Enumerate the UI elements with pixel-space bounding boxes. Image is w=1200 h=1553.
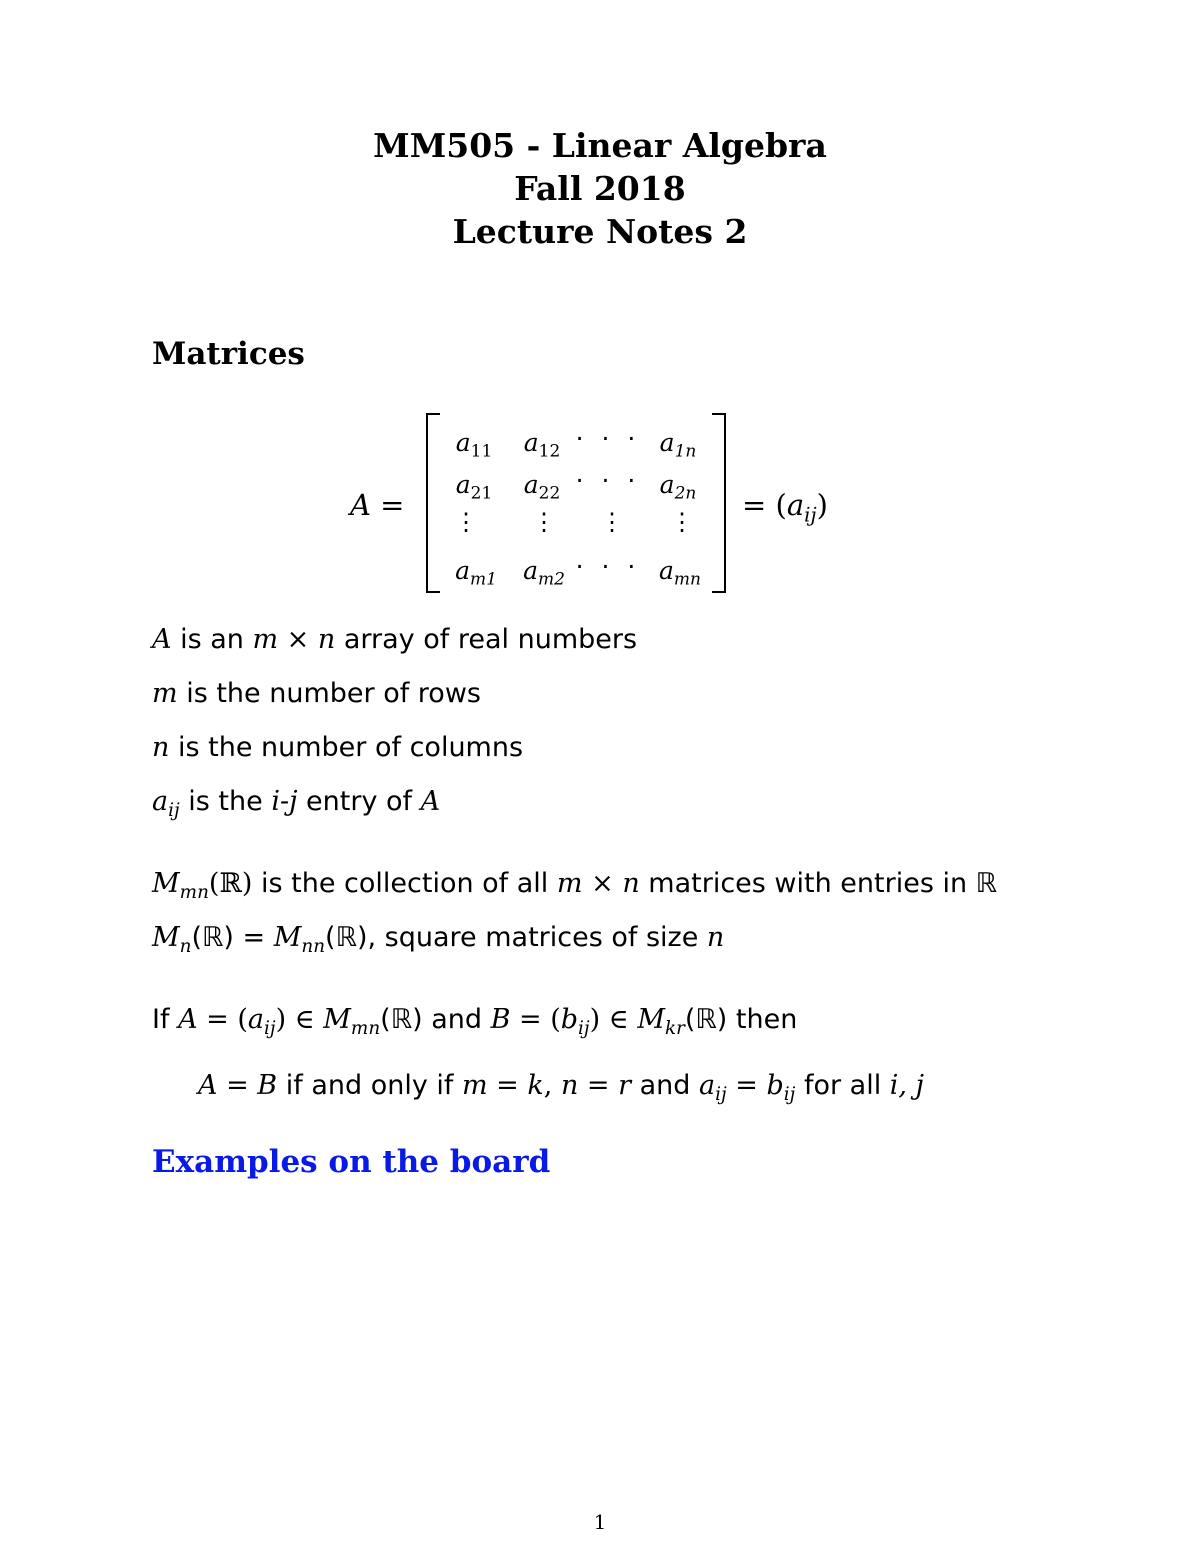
- matrix-hdots: · · ·: [575, 466, 641, 495]
- equality-condition: A = B if and only if m = k, n = r and $a_{ij} = b_{ij}$ for all i, j: [198, 1070, 924, 1105]
- matrix-cell: $a_{12}$: [523, 428, 561, 462]
- definition-line: m is the number of rows: [152, 678, 481, 709]
- matrix-cell: $a_{1n}$: [659, 428, 697, 462]
- definition-line: A is an m × n array of real numbers: [152, 624, 638, 655]
- matrix-vdots: ⋮: [532, 508, 556, 536]
- examples-heading: Examples on the board: [152, 1144, 551, 1180]
- matrix-vdots: ⋮: [670, 508, 694, 536]
- matrix-cell: $a_{2n}$: [659, 470, 697, 504]
- matrix-cell: $a_{m2}$: [523, 556, 565, 590]
- matrix-rhs: = $(a_{ij})$: [742, 488, 828, 527]
- collection-line: $M_{mn}(ℝ)$ is the collection of all m × n matrices with entries in ℝ: [152, 868, 998, 903]
- collection-line: $M_n(ℝ)$ = $M_{nn}(ℝ)$, square matrices of size n: [152, 922, 725, 957]
- notes-title: Lecture Notes 2: [452, 212, 748, 251]
- matrix-cell: $a_{mn}$: [659, 556, 701, 590]
- matrix-cell: $a_{22}$: [523, 470, 561, 504]
- term-title: Fall 2018: [514, 169, 686, 208]
- course-title: MM505 - Linear Algebra: [373, 126, 827, 165]
- matrix-hdots: · · ·: [575, 552, 641, 581]
- matrix-cell: $a_{m1}$: [455, 556, 497, 590]
- page-number: 1: [593, 1510, 607, 1534]
- section-heading: Matrices: [152, 336, 305, 372]
- matrix-cell: $a_{21}$: [455, 470, 493, 504]
- equality-premise: If $A = (a_{ij})$ ∈ $M_{mn}(ℝ)$ and $B = (b_{ij})$ ∈ $M_{kr}(ℝ)$ then: [152, 1004, 798, 1039]
- definition-line: $a_{ij}$ is the i-j entry of A: [152, 786, 441, 821]
- matrix-hdots: · · ·: [575, 424, 641, 453]
- matrix-lhs: A =: [350, 488, 405, 522]
- matrix-cell: $a_{11}$: [455, 428, 493, 462]
- definition-line: n is the number of columns: [152, 732, 524, 763]
- matrix-vdots: ⋮: [600, 508, 624, 536]
- matrix-vdots: ⋮: [454, 508, 478, 536]
